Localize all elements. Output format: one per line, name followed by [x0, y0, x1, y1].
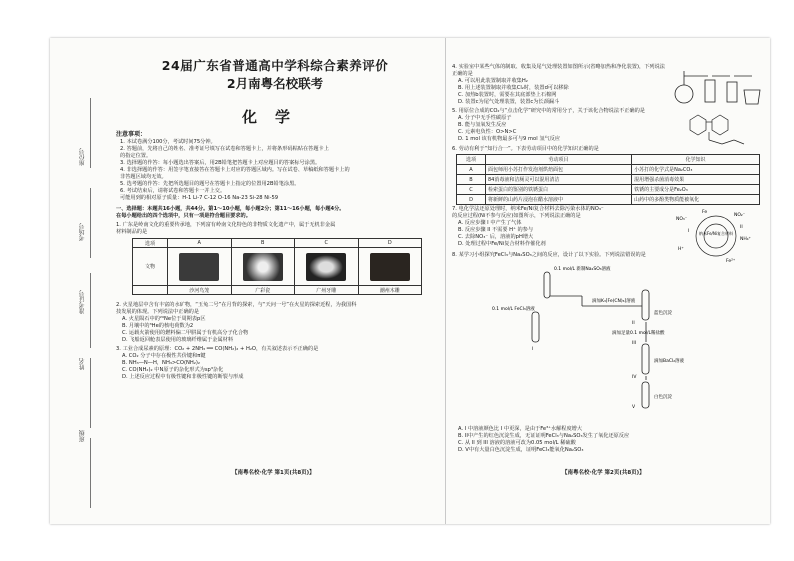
binding-line — [90, 438, 91, 508]
diagram-label: Fe — [702, 210, 708, 215]
q8-option-d: D. V中有大量白色沉淀生成，证明FeCl₃能氧化Na₂SO₃ — [458, 447, 584, 453]
q7-option-d: D. 处理过程中Fe/Ni复合材料作催化剂 — [458, 241, 546, 247]
q6-labor-table — [456, 154, 760, 205]
q7-cycle-diagram — [674, 206, 758, 264]
diagram-label: 滴加BaCl₂溶液 — [654, 359, 685, 364]
exam-subtitle: 2月南粤名校联考 — [226, 76, 324, 91]
table-cell: 84消毒液和洁厕灵可以混用清洁 — [486, 175, 632, 185]
binding-strip — [50, 38, 108, 524]
table-cell: 潮州木雕 — [358, 286, 422, 295]
diagram-label: 0.1 mol/L FeCl₃溶液 — [492, 307, 535, 312]
q6-stem: 6. 劳动有利于“知行合一”。下表劳动项目中的化学知识正确的是 — [452, 146, 599, 152]
tube-label: II — [632, 321, 635, 326]
table-cell: D — [457, 195, 486, 205]
diagram-label: 0.1 mol/L 新制Na₂SO₃溶液 — [554, 267, 611, 272]
part1-heading: 一、选择题：本题共16小题，共44分。第1～10小题，每小题2分；第11～16小题，每小题4分。 — [116, 206, 345, 212]
notice-line: 5. 选考题的作答：先把所选题目的题号在答题卡上指定的位置用2B铅笔涂黑。 — [120, 181, 300, 187]
artifact-image-birdcage — [168, 248, 232, 286]
q4-option-c: C. 加热b装置时，需要在其底部垫上石棉网 — [458, 92, 557, 98]
q7-stem: 的反应过程(Ni不参与反应)如图所示，下列说法正确的是 — [452, 213, 581, 219]
left-page — [112, 38, 438, 524]
q4-option-d: D. 装置c为尾气处理装置，装置c为长颈漏斗 — [458, 99, 560, 105]
q2-option-a: A. 火星陨石中的²⁰Ne位于周期表p区 — [122, 316, 206, 322]
artifact-image-woodcarving — [358, 248, 422, 286]
table-cell: B — [457, 175, 486, 185]
table-cell: 将新鲜的山药片浸泡在醋水溶液中 — [486, 195, 632, 205]
footer-page-1: 【南粤名校·化学 第1页(共8页)】 — [232, 470, 315, 476]
exam-sheet — [50, 38, 770, 524]
tube-label: IV — [632, 375, 637, 380]
q2-stem: 技发展的体现。下列说法中正确的是 — [116, 309, 200, 315]
exam-room-label: 考场号 — [79, 223, 86, 241]
binding-line — [90, 188, 91, 258]
q8-stem: 8. 某学习小组探究FeCl₃与Na₂SO₃之间的反应，设计了以下实验。下列说法错误的是 — [452, 252, 646, 258]
table-cell: D — [358, 239, 422, 248]
diagram-label: 纳米Fe/Ni复合材料 — [699, 231, 733, 236]
artifact-image-porcelain — [231, 248, 295, 286]
q2-option-b: B. 月壤中的³He的核电荷数为2 — [122, 323, 194, 329]
q1-stem: 1. 广东是岭南文化的重要传承地，下列富有岭南文化特色的非物质文化遗产中，属于无机非金属 — [116, 222, 336, 228]
wood-carving-image — [370, 253, 410, 281]
table-cell: 广州牙雕 — [295, 286, 359, 295]
table-cell: C — [457, 185, 486, 195]
table-cell: 广彩瓷 — [231, 286, 295, 295]
q7-stem: 7. 电化学法还原处理时，纳米Fe/Ni复合材料去除污染水体的NO₃⁻ — [452, 206, 604, 212]
q4-stem: 4. 实验室中某些气体的制取、收集及尾气处理装置如图所示(省略加热和净化装置)，下列说法 — [452, 64, 665, 70]
diagram-label: 滴加K₃[Fe(CN)₆]溶液 — [592, 299, 636, 304]
tube-label: V — [632, 405, 636, 410]
notice-line: 4. 非选择题的作答：用签字笔直接答在答题卡上对应的答题区域内。写在试卷、草稿纸和答题卡上的 — [120, 167, 350, 173]
class-label: 班级 — [79, 430, 86, 442]
q3-option-c: C. CO(NH₂)₂ 中N原子的杂化形式为sp³杂化 — [122, 367, 224, 373]
notice-line: 6. 考试结束后，请将试卷和答题卡一并上交。 — [120, 188, 226, 194]
table-cell: 选项 — [133, 239, 168, 248]
diagram-label: 白色沉淀 — [654, 395, 672, 400]
atomic-mass-line: 可能用到的相对原子质量：H-1 Li-7 C-12 O-16 Na-23 Si-28 Ni-59 — [120, 195, 279, 201]
q2-option-d: D. 飞船返回舱表层使用的玻璃纤维属于金属材料 — [122, 337, 234, 343]
notice-line: 1. 本试卷满分100分，考试时间75分钟。 — [120, 139, 216, 145]
table-cell: 小苏打的化学式是Na₂CO₃ — [632, 165, 760, 175]
notice-line: 3. 选择题的作答：每小题选出答案后，用2B铅笔把答题卡上对应题目的答案标号涂黑。 — [120, 160, 321, 166]
q3-option-b: B. NH₃—N—H，NH₃>CO(NH₂)₂ — [122, 360, 200, 366]
q4-option-b: B. 用上述装置制取并收集Cl₂时，装置d可以移除 — [458, 85, 569, 91]
part1-heading-2: 在每小题给出的四个选项中，只有一项是符合题目要求的。 — [116, 213, 251, 219]
q1-artifact-table — [132, 238, 422, 295]
table-cell: 检索蛋白的鉴别的铁锈蛋白 — [486, 185, 632, 195]
artifact-image-ivory — [295, 248, 359, 286]
table-cell: 铁锈的主要成分是Fe₂O₃ — [632, 185, 760, 195]
q2-stem: 2. 火星地层中含有丰富的水矿物，“玉兔二号”在月背的探索，与“天问一号”在火星的探索近程，为我国科 — [116, 302, 357, 308]
q7-option-a: A. 反应步骤 I 中产生了气体 — [458, 220, 522, 226]
q5-stem: 5. 用原位合成的CO₂与“点击化学”研究中的常用分子，关于该化合物说法不正确的是 — [452, 108, 645, 114]
birdcage-image — [179, 253, 219, 281]
q4-apparatus-diagram — [672, 68, 762, 108]
table-cell: A — [457, 165, 486, 175]
table-cell: 山药中的多酚类物质能被氧化 — [632, 195, 760, 205]
table-cell: C — [295, 239, 359, 248]
table-header: 劳动项目 — [486, 155, 632, 165]
q8-option-c: C. 从 II 到 III 溶液的溶液可改为0.05 mol/L 稀硫酸 — [458, 440, 576, 446]
q5-molecule-structure — [682, 110, 752, 152]
table-row — [457, 165, 760, 175]
q3-stem: 3. 工业合成尿素的原理：CO₂ + 2NH₃ ══ CO(NH₂)₂ + H₂O，有关叙述表示不正确的是 — [116, 346, 319, 352]
q8-option-a: A. I 中溶液颜色比 I 中更深，是由于Fe³⁺水解程度增大 — [458, 426, 583, 432]
seat-number-label: 座位号 — [79, 148, 86, 166]
notice-line: 的指定位置。 — [120, 153, 152, 159]
table-cell: B — [231, 239, 295, 248]
q8-experiment-diagram — [492, 260, 712, 410]
tube-label: I — [532, 347, 534, 352]
q7-option-c: C. 去除NO₃⁻ 后，溶液的pH增大 — [458, 234, 534, 240]
diagram-label: II — [740, 225, 743, 230]
table-row — [457, 175, 760, 185]
q4-stem: 正确的是 — [452, 71, 473, 77]
q2-option-c: C. 运载火箭使用的燃料偏二甲肼属于有机高分子化合物 — [122, 330, 249, 336]
notice-line: 非答题区域均无效。 — [120, 174, 167, 180]
table-cell: 文物 — [133, 248, 168, 286]
table-cell — [133, 286, 168, 295]
binding-line — [90, 358, 91, 428]
q5-option-b: B. 能与氢氧发生反应 — [458, 122, 507, 128]
notice-title: 注意事项： — [116, 131, 147, 138]
tube-label: III — [632, 341, 636, 346]
notice-line: 2. 答题前，先将自己的姓名、准考证号填写在试卷和答题卡上，并将条形码粘贴在答题卡上 — [120, 146, 329, 152]
diagram-label: NH₄⁺ — [740, 237, 751, 242]
table-row — [457, 195, 760, 205]
q5-option-c: C. 元素电负性：O>N>C — [458, 129, 517, 135]
page-fold — [445, 38, 446, 524]
table-cell: 沙河鸟笼 — [168, 286, 232, 295]
diagram-label: I — [688, 229, 690, 234]
q5-option-a: A. 分子中无手性碳原子 — [458, 115, 512, 121]
diagram-label: H⁺ — [678, 247, 684, 252]
ticket-number-label: 准考证号 — [79, 290, 86, 314]
q1-stem: 材料制品的是 — [116, 229, 148, 235]
ivory-carving-image — [306, 253, 346, 281]
q4-option-a: A. 可以用此装置制取并收集H₂ — [458, 78, 528, 84]
diagram-label: 滴加足量0.1 mol/L稀盐酸 — [612, 331, 665, 336]
q5-option-d: D. 1 mol 该有机物最多可与9 mol 氢气反应 — [458, 136, 561, 142]
diagram-label: NO₂⁻ — [734, 213, 746, 218]
footer-page-2: 【南粤名校·化学 第2页(共8页)】 — [562, 470, 645, 476]
diagram-label: Fe²⁺ — [726, 259, 736, 264]
table-row — [457, 185, 760, 195]
q7-option-b: B. 反应步骤 II 不需要 H⁺ 的参与 — [458, 227, 534, 233]
table-header: 化学知识 — [632, 155, 760, 165]
q3-option-a: A. CO₂ 分子中存在极性共价键和π键 — [122, 353, 206, 359]
diagram-label: 蓝色沉淀 — [654, 311, 672, 316]
porcelain-image — [243, 253, 283, 281]
q8-option-b: B. II中产生的红色沉淀生成，无证证明FeCl₃与Na₂SO₃发生了氧化还原反应 — [458, 433, 630, 439]
diagram-label: NO₃⁻ — [676, 217, 688, 222]
table-cell: 面包师用小苏打作发泡剂烘焙面包 — [486, 165, 632, 175]
name-label: 姓名 — [79, 358, 86, 370]
table-header: 选项 — [457, 155, 486, 165]
exam-title: 24届广东省普通高中学科综合素养评价 — [161, 58, 389, 73]
table-cell: 混用增强杀菌消毒效果 — [632, 175, 760, 185]
subject-title: 化学 — [241, 108, 308, 126]
right-page — [452, 38, 764, 524]
q3-option-d: D. 上述反应过程中有极性键和非极性键的断裂与形成 — [122, 374, 244, 380]
binding-line — [90, 98, 91, 168]
binding-line — [90, 273, 91, 348]
table-cell: A — [168, 239, 232, 248]
